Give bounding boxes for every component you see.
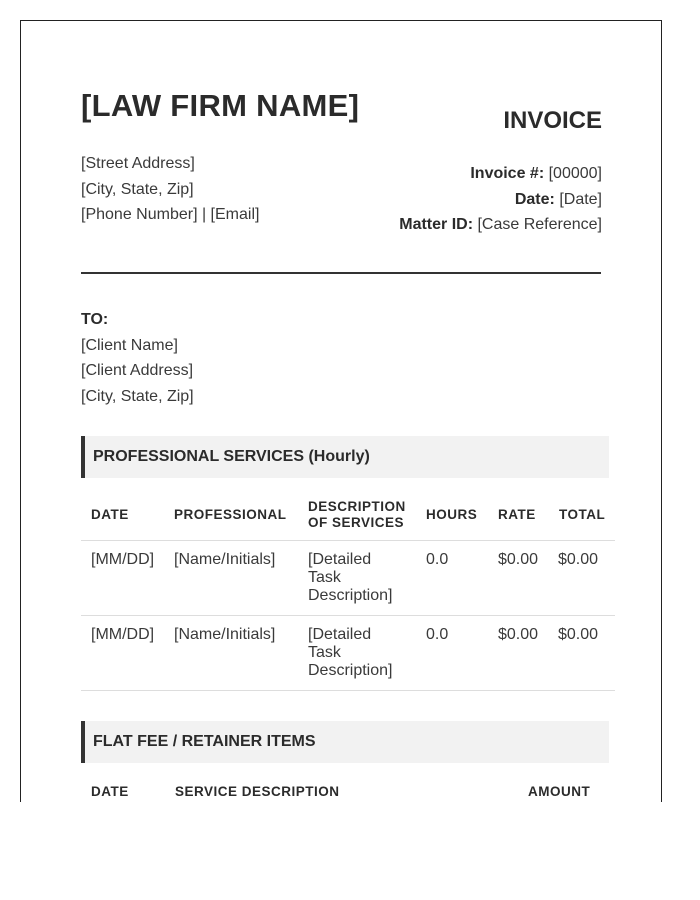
cell-professional: [Name/Initials] [174, 551, 276, 568]
client-name: [Client Name] [81, 336, 178, 354]
invoice-number-value: [00000] [548, 165, 602, 182]
table-divider [81, 540, 615, 541]
to-label: TO: [81, 311, 109, 328]
section-title: PROFESSIONAL SERVICES (Hourly) [93, 448, 370, 465]
cell-professional: [Name/Initials] [174, 626, 276, 643]
col-header-description: DESCRIPTION OF SERVICES [308, 499, 406, 530]
cell-rate: $0.00 [498, 551, 539, 568]
col-header-date: DATE [91, 784, 129, 799]
cell-description: [Detailed Task Description] [308, 626, 393, 679]
invoice-title: INVOICE [503, 107, 602, 134]
table-divider [81, 615, 615, 616]
invoice-number-line [399, 161, 602, 187]
matter-id-value: [Case Reference] [477, 216, 602, 233]
invoice-date-value: [Date] [559, 190, 602, 208]
col-header-professional: PROFESSIONAL [174, 507, 287, 522]
firm-address-block [81, 151, 259, 228]
cell-rate: $0.00 [498, 626, 539, 643]
cell-hours: 0.0 [426, 626, 449, 643]
invoice-number-label: Invoice #: [470, 165, 545, 182]
client-address: [Client Address] [81, 362, 194, 379]
section-flat-fee [81, 721, 609, 763]
col-header-rate: RATE [498, 507, 536, 522]
firm-city: [City, State, Zip] [81, 180, 194, 198]
invoice-page [20, 20, 662, 802]
invoice-meta [399, 161, 602, 238]
firm-street: [Street Address] [81, 155, 195, 172]
cell-total: $0.00 [558, 626, 599, 643]
col-header-service-description: SERVICE DESCRIPTION [175, 784, 340, 799]
section-title: FLAT FEE / RETAINER ITEMS [93, 733, 316, 750]
cell-date: [MM/DD] [91, 551, 155, 568]
cell-total: $0.00 [558, 551, 599, 568]
matter-id-line [399, 212, 602, 238]
invoice-date-label: Date: [514, 190, 555, 208]
firm-contact: [Phone Number] | [Email] [81, 206, 260, 223]
matter-id-label: Matter ID: [399, 216, 474, 233]
client-block [81, 307, 194, 409]
cell-description: [Detailed Task Description] [308, 551, 393, 604]
invoice-date-line [399, 187, 602, 213]
col-header-hours: HOURS [426, 507, 478, 522]
col-header-amount: AMOUNT [528, 784, 591, 799]
table-divider [81, 690, 615, 691]
firm-name: [LAW FIRM NAME] [81, 88, 360, 123]
client-city: [City, State, Zip] [81, 387, 194, 405]
header-divider [81, 272, 601, 274]
col-header-date: DATE [91, 507, 129, 522]
col-header-total: TOTAL [559, 507, 606, 522]
section-professional-services [81, 436, 609, 478]
cell-hours: 0.0 [426, 551, 449, 568]
cell-date: [MM/DD] [91, 626, 155, 643]
